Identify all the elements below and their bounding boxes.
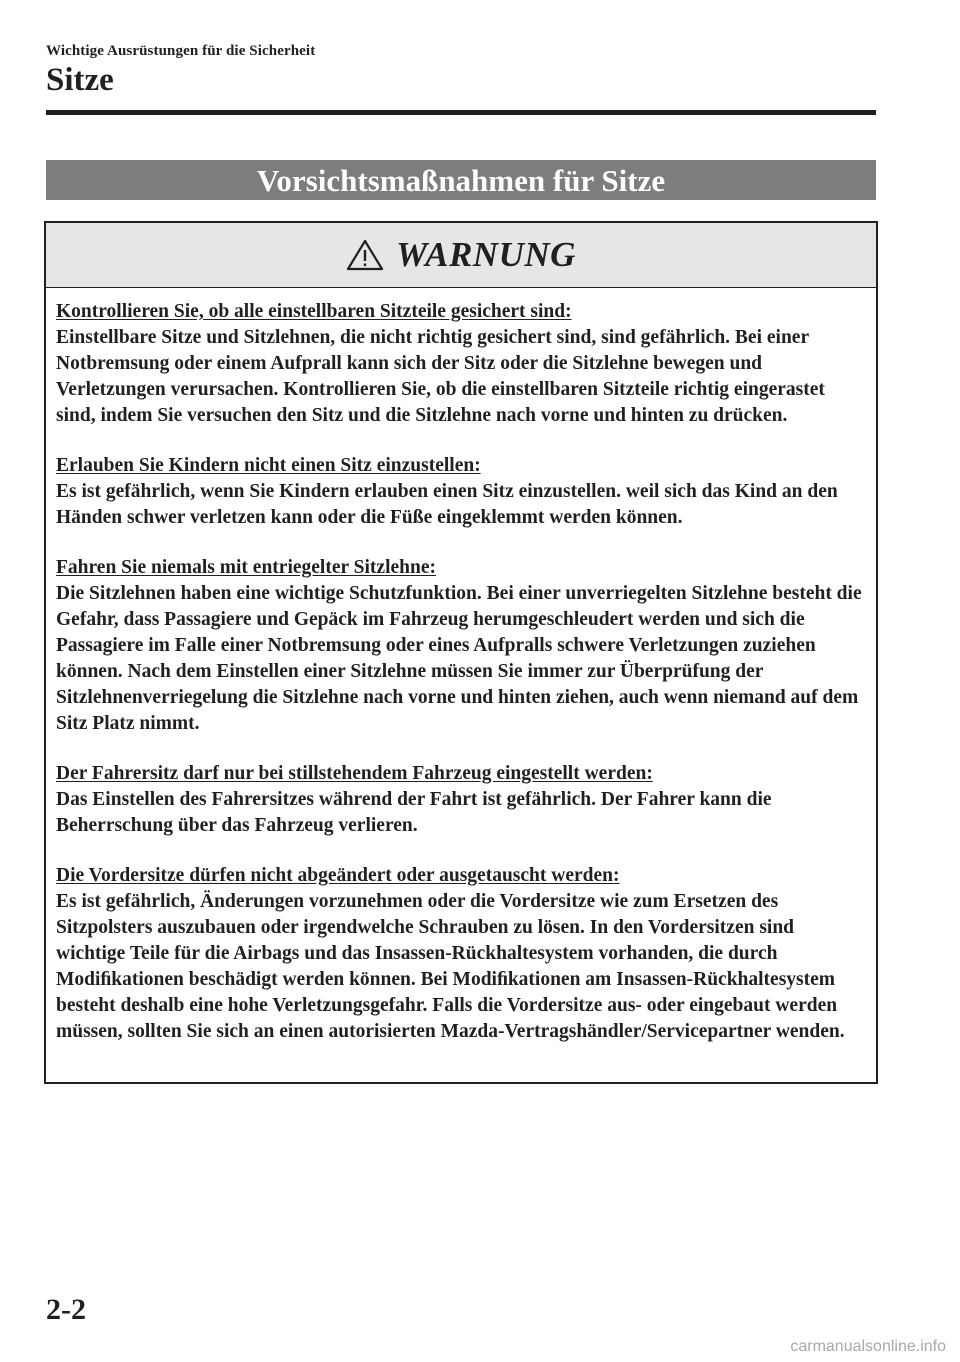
warning-paragraph bbox=[56, 453, 866, 531]
paragraph-text: Es ist gefährlich, Änderungen vorzunehmen oder die Vordersitze wie zum Ersetzen des Sitzpolsters auszubauen oder irgendwelche Schrauben zu lösen. In den Vordersitzen sind wichtige Teile für die Airbags und das Insassen-Rückhaltesystem vorhanden, die durch Modiﬁkationen beschädigt werden können. Bei Modiﬁkationen am Insassen-Rückhaltesystem besteht deshalb eine hohe Verletzungsgefahr. Falls die Vordersitze aus- oder eingebaut werden müssen, sollten Sie sich an einen autorisierten Mazda-Vertragshändler/Servicepartner wenden. bbox=[56, 891, 845, 1042]
warning-header bbox=[46, 223, 876, 288]
warning-title: WARNUNG bbox=[396, 235, 576, 274]
page-number: 2-2 bbox=[46, 1293, 86, 1326]
paragraph-text: Einstellbare Sitze und Sitzlehnen, die nicht richtig gesichert sind, sind gefährlich. Bei einer Notbremsung oder einem Aufprall kann sich der Sitz oder die Sitzlehne bewegen und Verletzungen verursachen. Kontrollieren Sie, ob die einstellbaren Sitzteile richtig eingerastet sind, indem Sie versuchen den Sitz und die Sitzlehne nach vorne und hinten zu drücken. bbox=[56, 327, 825, 426]
section-title: Vorsichtsmaßnahmen für Sitze bbox=[46, 160, 876, 200]
paragraph-text: Es ist gefährlich, wenn Sie Kindern erlauben einen Sitz einzustellen. weil sich das Kind an den Händen schwer verletzen kann oder die Füße eingeklemmt werden können. bbox=[56, 481, 838, 528]
paragraph-heading: Erlauben Sie Kindern nicht einen Sitz einzustellen: bbox=[56, 455, 481, 476]
warning-paragraph bbox=[56, 299, 866, 429]
header-divider bbox=[46, 110, 876, 115]
chapter-title: Sitze bbox=[46, 62, 114, 98]
section-label: Wichtige Ausrüstungen für die Sicherheit bbox=[46, 43, 316, 59]
paragraph-heading: Fahren Sie niemals mit entriegelter Sitzlehne: bbox=[56, 557, 436, 578]
warning-paragraph bbox=[56, 761, 866, 839]
paragraph-text: Das Einstellen des Fahrersitzes während der Fahrt ist gefährlich. Der Fahrer kann die Beherrschung über das Fahrzeug verlieren. bbox=[56, 789, 772, 836]
paragraph-heading: Der Fahrersitz darf nur bei stillstehendem Fahrzeug eingestellt werden: bbox=[56, 763, 653, 784]
paragraph-heading: Die Vordersitze dürfen nicht abgeändert oder ausgetauscht werden: bbox=[56, 865, 620, 886]
paragraph-text: Die Sitzlehnen haben eine wichtige Schutzfunktion. Bei einer unverriegelten Sitzlehne besteht die Gefahr, dass Passagiere und Gepäck im Fahrzeug herumgeschleudert werden und sich die Passagiere im Falle einer Notbremsung oder eines Aufpralls schwere Verletzungen zuziehen können. Nach dem Einstellen einer Sitzlehne müssen Sie immer zur Überprüfung der Sitzlehnenverriegelung die Sitzlehne nach vorne und hinten ziehen, auch wenn niemand auf dem Sitz Platz nimmt. bbox=[56, 583, 862, 734]
warning-triangle-icon bbox=[346, 239, 384, 271]
warning-paragraph bbox=[56, 863, 866, 1045]
watermark: carmanualsonline.info bbox=[790, 1338, 946, 1355]
warning-paragraph bbox=[56, 555, 866, 737]
paragraph-heading: Kontrollieren Sie, ob alle einstellbaren Sitzteile gesichert sind: bbox=[56, 301, 572, 322]
warning-body bbox=[46, 288, 876, 1045]
warning-box bbox=[44, 221, 878, 1084]
